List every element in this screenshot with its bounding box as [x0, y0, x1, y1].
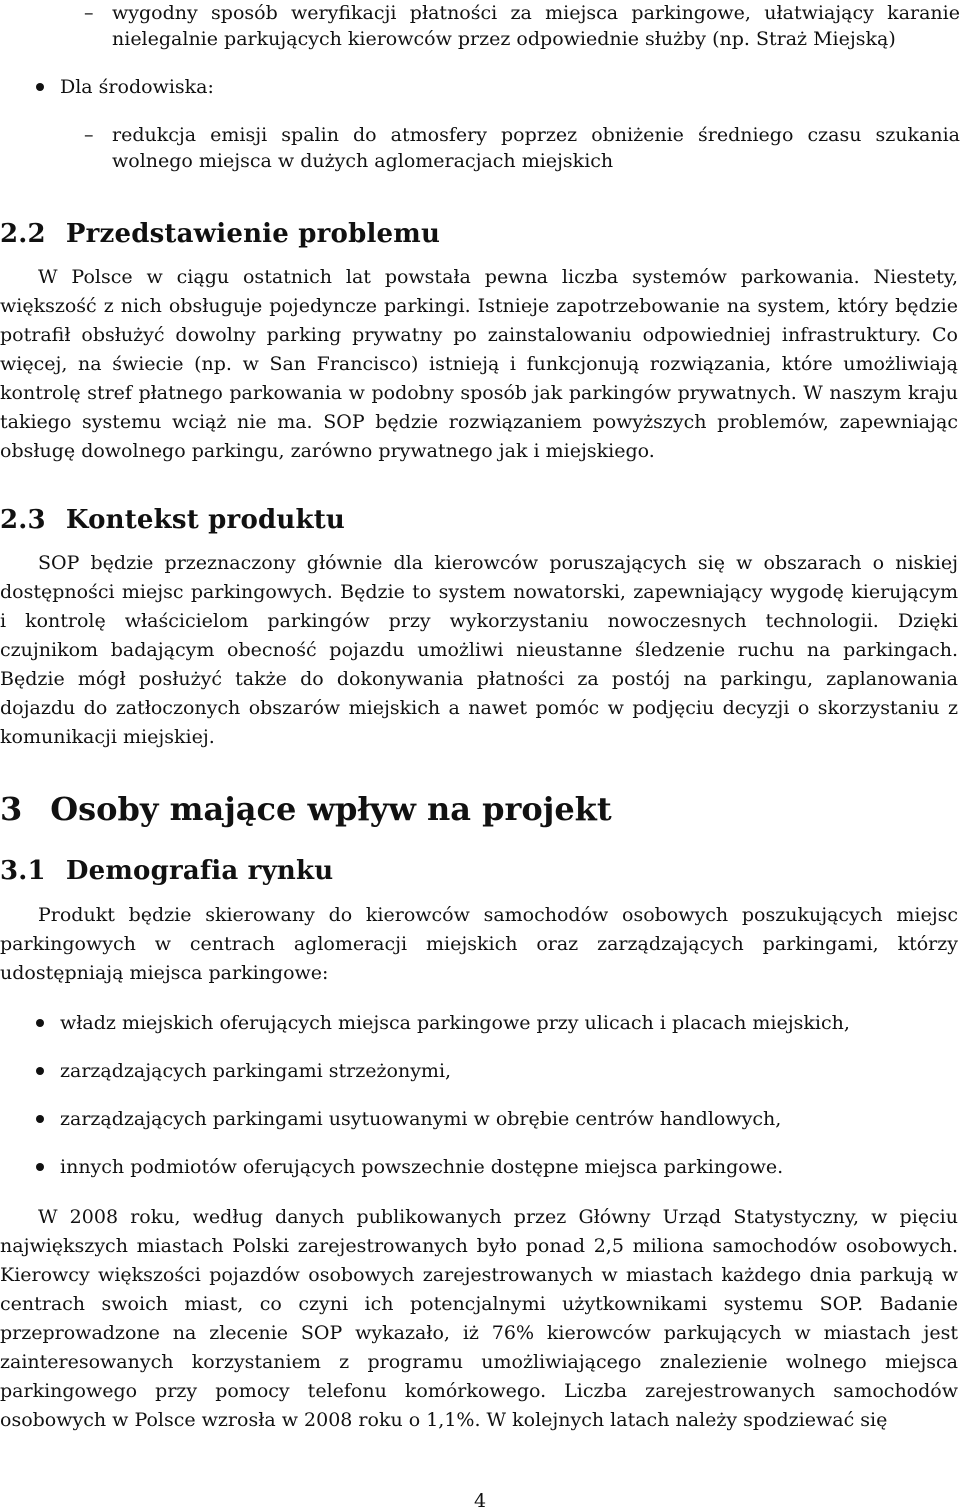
list-item-emission-reduction — [84, 122, 960, 174]
bullet-icon — [36, 83, 44, 91]
section-heading-3-1 — [0, 855, 333, 887]
list-item-shopping-center-parking — [36, 1106, 936, 1132]
dash-marker: – — [84, 124, 94, 146]
list-item-city-authorities — [36, 1010, 936, 1036]
page-number: 4 — [473, 1490, 487, 1512]
list-item-guarded-parking — [36, 1058, 936, 1084]
list-item-payment-verification — [84, 0, 960, 52]
section-title: Przedstawienie problemu — [65, 219, 441, 249]
section-number: 2.3 — [0, 505, 46, 535]
bullet-icon — [36, 1019, 44, 1027]
chapter-heading-3 — [0, 790, 612, 828]
section-title: Demografia rynku — [65, 856, 334, 886]
list-item-text: innych podmiotów oferujących powszechnie dostępne miejsca parkingowe. — [60, 1156, 784, 1178]
list-item-label: Dla środowiska: — [60, 76, 214, 98]
bullet-icon — [36, 1163, 44, 1171]
dash-marker: – — [84, 2, 94, 24]
paragraph-product-context: SOP będzie przeznaczony głównie dla kierowców poruszających się w obszarach o niskiej dostępności miejsc parkingowych. Będzie to system nowatorski, zapewniający wygodę kierującym i kontrolę właścicielom parkingów przy wykorzystaniu nowoczesnych technologii. Dzięki czujnikom badającym obecność pojazdu umożliwi nieustanne śledzenie ruchu na parkingach. Będzie mógł posłużyć także do dokonywania płatności za postój na parkingu, zaplanowania dojazdu do zatłoczonych obszarów miejskich a nawet pomóc w podjęciu decyzji o skorzystaniu z komunikacji miejskiej. — [0, 552, 958, 748]
list-item-text: zarządzających parkingami usytuowanymi w obrębie centrów handlowych, — [60, 1108, 782, 1130]
list-item-other-entities — [36, 1154, 936, 1180]
list-item-text: redukcja emisji spalin do atmosfery poprzez obniżenie średniego czasu szukania wolnego miejsca w dużych aglomeracjach miejskich — [112, 124, 960, 172]
bullet-icon — [36, 1115, 44, 1123]
list-item-environment — [36, 74, 936, 100]
section-number: 2.2 — [0, 219, 46, 249]
section-number: 3.1 — [0, 856, 46, 886]
list-item-text: zarządzających parkingami strzeżonymi, — [60, 1060, 452, 1082]
paragraph-problem: W Polsce w ciągu ostatnich lat powstała pewna liczba systemów parkowania. Niestety, większość z nich obsługuje pojedyncze parkingi. Istnieje zapotrzebowanie na system, który będzie potrafił obsłużyć dowolny parking prywatny po zainstalowaniu odpowiedniej infrastruktury. Co więcej, na świecie (np. w San Francisco) istnieją i funkcjonują rozwiązania, które umożliwiają kontrolę stref płatnego parkowania w podobny sposób jak parkingów prywatnych. W naszym kraju takiego systemu wciąż nie ma. SOP będzie rozwiązaniem powyższych problemów, zapewniając obsługę dowolnego parkingu, zarówno prywatnego jak i miejskiego. — [0, 266, 958, 462]
paragraph-statistics: W 2008 roku, według danych publikowanych przez Główny Urząd Statystyczny, w pięciu największych miastach Polski zarejestrowanych było ponad 2,5 miliona samochodów osobowych. Kierowcy większości pojazdów osobowych zarejestrowanych w miastach każdego dnia parkują w centrach swoich miast, co czyni ich potencjalnymi użytkownikami systemu SOP. Badanie przeprowadzone na zlecenie SOP wykazało, iż 76% kierowców parkujących w miastach jest zainteresowanych korzystaniem z programu umożliwiającego znalezienie wolnego miejsca parkingowego przy pomocy telefonu komórkowego. Liczba zarejestrowanych samochodów osobowych w Polsce wzrosła w 2008 roku o 1,1%. W kolejnych latach należy spodziewać się — [0, 1206, 958, 1431]
section-heading-2-2 — [0, 218, 440, 250]
section-title: Kontekst produktu — [65, 505, 346, 535]
paragraph-market-intro: Produkt będzie skierowany do kierowców samochodów osobowych poszukujących miejsc parkingowych w centrach aglomeracji miejskich oraz zarządzających parkingami, którzy udostępniają miejsca parkingowe: — [0, 904, 958, 984]
chapter-number: 3 — [0, 790, 23, 828]
chapter-title: Osoby mające wpływ na projekt — [50, 790, 612, 828]
section-heading-2-3 — [0, 504, 345, 536]
bullet-icon — [36, 1067, 44, 1075]
list-item-text: wygodny sposób weryfikacji płatności za miejsca parkingowe, ułatwiający karanie nielegalnie parkujących kierowców przez odpowiednie służby (np. Straż Miejską) — [112, 2, 960, 50]
list-item-text: władz miejskich oferujących miejsca parkingowe przy ulicach i placach miejskich, — [60, 1012, 850, 1034]
